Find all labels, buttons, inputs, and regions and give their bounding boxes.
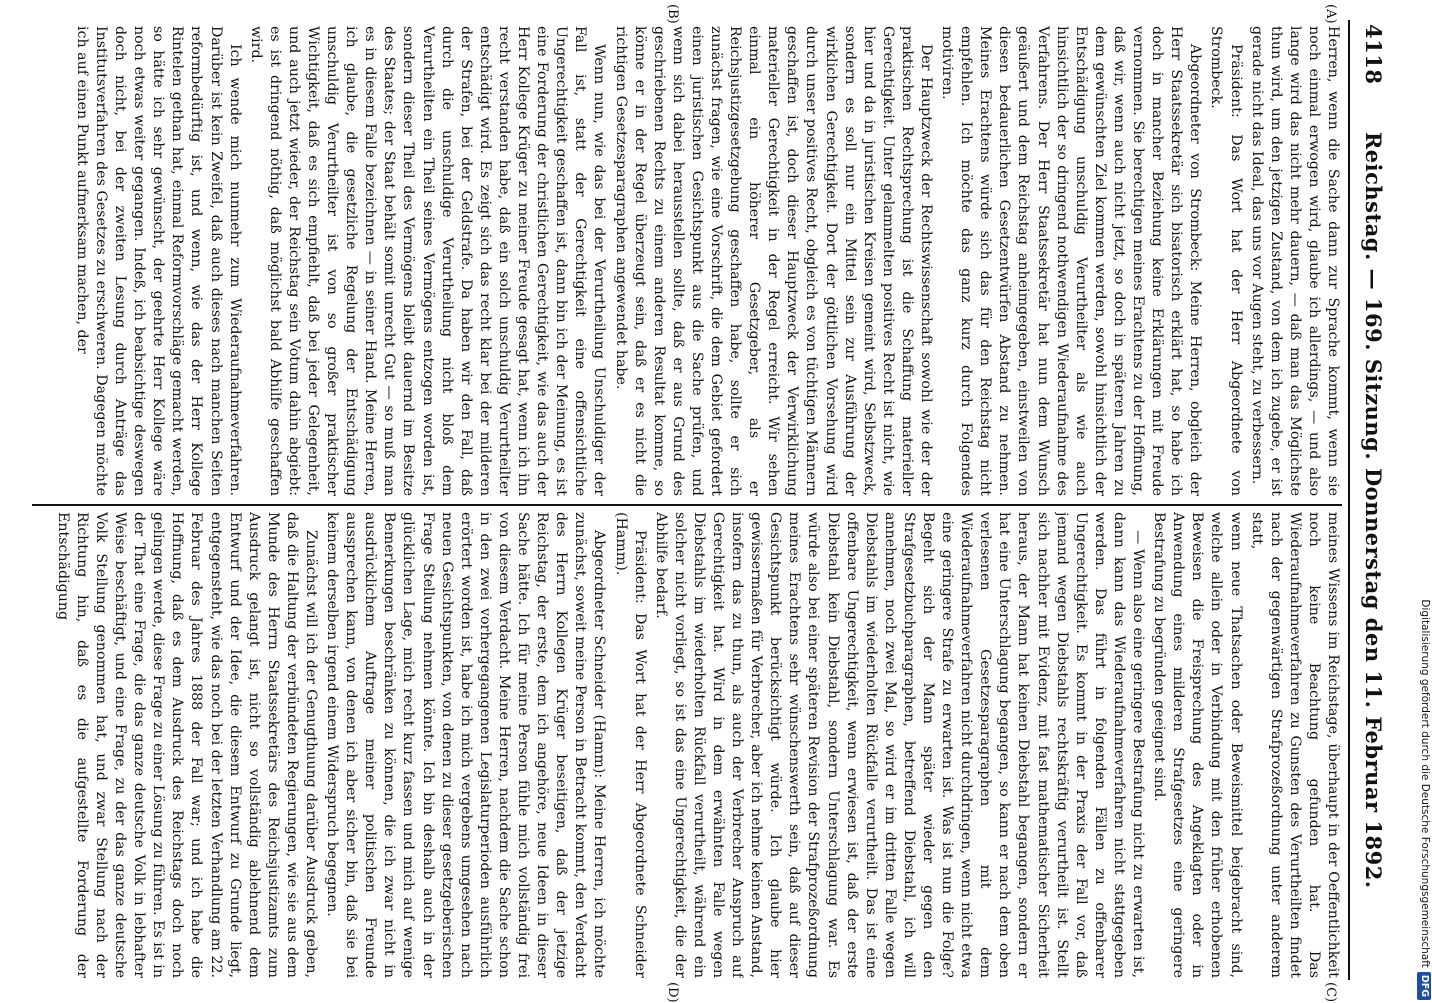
paragraph: Der Hauptzweck der Rechtswissenschaft sowohl wie der der praktischen Rechtsprechung ist die Schaffung materieller Gerechtigkeit. Unter gelammelten positives Recht ist nicht, wie hier und da in juristischen Kreisen gemeint wird, Selbstzweck, sondern es soll nur ein Mittel sein zur Ausführung der wirklichen Gerechtigkeit. Dort der göttlichen Vorsehung wird durch unser positives Recht, obgleich es von tüchtigen Männern geschaffen ist, doch dieser Hauptzweck der Verwirklichung materieller Gerechtigkeit in der Regel erreicht. Wir sehen einmal ein höherer Gesetzgeber, als er Reichsjustizgesetzgebung geschaffen habe, sollte er sich zunächst fragen, wie eine Vorschrift, die dem Gebiet gefordert einen juristischen Gesichtspunkt aus die Sache prüfen, und wenn sich dabei herausstellen sollte, daß er aus Grund des geschriebenen Rechts zu einem anderen Resultat komme, so könne er in der Regel überzeugt sein, daß er es nicht die richtigen Gesetzesparagraphen angewendet habe.	[612, 26, 935, 496]
right-column	[32, 512, 1342, 978]
page-number: 4118	[1361, 24, 1387, 85]
credit-text: Digitalisierung gefördert durch die Deutsche Forschungsgemeinschaft	[1419, 599, 1431, 968]
paragraph-president: Präsident: Das Wort hat der Herr Abgeordnete Schneider (Hamm).	[612, 512, 648, 978]
header-title: Reichstag. — 169. Sitzung. Donnerstag den 11. Februar 1892.	[1361, 131, 1387, 889]
credit-sidebar	[1418, 0, 1432, 1000]
credit-line	[1418, 0, 1432, 1000]
paragraph: Ich wende mich nunmehr zum Wiederaufnahmeverfahren. Darüber ist kein Zweifel, daß auch dieses nach manchen Seiten reformbedürftig ist, und wenn, wie das der Herr Kollege Rintelen gethan hat, einmal Reformvorschläge gemacht werden, so hätte ich sehr gewünscht, der geehrte Herr Kollege wäre noch etwas weiter gegangen. Indeß, ich beabsichtige deswegen doch nicht, bei der zweiten Lesung durch Anträge das Institutsverfahren des Gesetzes zu erschweren. Dagegen möchte ich auf einen Punkt aufmerksam machen, der	[73, 26, 243, 496]
margin-mark-d: (D)	[665, 982, 680, 1003]
margin-mark-a: (A)	[1323, 4, 1338, 24]
paragraph-speech: Abgeordneter von Strombeck: Meine Herren, obgleich der Herr Staatssekretär sich bisatorisch erklärt hat, so habe ich doch in mancher Beziehung keine Erklärungen mit Freude vernommen. Sie berechtigen meines Erachtens zu der Hoffnung, daß wir, wenn auch nicht jetzt, so doch in späteren Jahren zu dem gewünschten Ziel kommen werden, sowohl hinsichtlich der Entschädigung unschuldig Verurtheilter als wie auch hinsichtlich der so dringend nothwendigen Wiederaufnahme des Verfahrens. Der Herr Staatssekretär hat nun dem Wunsch geäußert und dem Reichstag anheimgegeben, einstweilen von diesen bedauerlichen Gesetzentwürfen Abstand zu nehmen. Meines Erachtens würde sich das für den Reichstag nicht empfehlen. Ich möchte das ganz kurz durch Folgendes motiviren.	[939, 26, 1204, 496]
paragraph-speech: Abgeordneter Schneider (Hamm): Meine Herren, ich möchte zunächst, soweit meine Person in Betracht kommt, den Verdacht des Herrn Kollegen Krüger beseitigen, daß der jetzige Reichstag, der erste, dem ich angehöre, neue Ideen in dieser Sache hätte. Ich für meine Person fühle mich vollständig frei von diesem Verdacht. Meine Herren, nachdem die Sache schon in den zwei vorhergegangenen Legislaturperioden ausführlich erörtert worden ist, habe ich mich vergebens umgesehen nach neuen Gesichtspunkten, von denen zu dieser gesetzgeberischen Frage Stellung nehmen könnte. Ich bin deshalb auch in der glücklichen Lage, mich recht kurz fassen und mich auf wenige Bemerkungen beschränken zu können, die ich zwar nicht in ausdrücklichem Auftrage meiner politischen Freunde aussprechen kann, von denen ich aber sicher bin, daß sie bei keinem derselben irgend einem Widerspruch begegnen.	[324, 512, 608, 978]
margin-mark-c: (C)	[1323, 982, 1338, 1003]
paragraph: Zunächst will ich der Genugthuung darüber Ausdruck geben, daß die Haltung der verbündeten Regierungen, wie sie aus dem Munde des Herrn Staatssekretärs des Reichsjustizamts zum Ausdruck gelangt ist, nicht so vollständig ablehnend dem Entwurf und der Idee, die diesem Entwurf zu Grunde liegt, entgegensteht, wie das noch bei der letzten Verhandlung am 22. Februar des Jahres 1888 der Fall war; und ich habe die Hoffnung, daß es dem Ausdruck des Reichstags doch noch gelingen werde, diese Frage zu einer Lösung zu führen. Es ist in der That eine Frage, die das ganze deutsche Volk in lebhafter Weise beschäftigt, und eine Frage, zu der das ganze deutsche Volk Stellung genommen hat, und zwar Stellung nach der Richtung hin, daß es die aufgestellte Forderung der Entschädigung	[54, 512, 320, 978]
paragraph-president: Präsident: Das Wort hat der Herr Abgeordnete von Strombeck.	[1208, 26, 1244, 496]
left-column	[32, 26, 1342, 496]
paragraph: Wenn nun, wie das bei der Verurtheilung Unschuldiger der Fall ist, statt der Gerechtigkeit eine offensichtliche Ungerechtigkeit geschaffen ist, dann bin ich der Meinung, es ist eine Forderung der christlichen Gerechtigkeit, wie das auch der Herr Kollege Krüger zu meiner Freude gesagt hat, wenn ich ihn recht verstanden habe, daß ein solch unschuldig Verurtheilter entschädigt wird. Es zeigt sich das recht klar bei der milderen der Strafen, bei der Geldstrafe. Da haben wir den Fall, daß durch die unschuldige Verurtheilung nicht bloß dem Verurtheilten ein Theil seines Vermögens entzogen worden ist, sondern dieser Theil des Vermögens bleibt dauernd im Besitze des Staates; der Staat behält somit unrecht Gut — so muß man es in diesem Falle bezeichnen — in seiner Hand. Meine Herren, ich glaube, die gesetzliche Regelung der Entschädigung unschuldig Verurtheilter ist von so großer praktischer Wichtigkeit, daß es sich empfiehlt, daß bei jeder Gelegenheit, und auch jetzt wieder, der Reichstag sein Votum dahin abgiebt: es ist dringend nöthig, daß möglichst bald Abhilfe geschaffen wird.	[247, 26, 608, 496]
paragraph: Herren, wenn die Sache dann zur Sprache kommt, wenn sie noch einmal erwogen wird, glaube ich allerdings, — und also lange wird das nicht mehr dauern, — daß man das Möglichste thun wird, um den jetzigen Zustand, von dem ich zugebe, er ist gerade nicht das Ideal, das uns vor Augen steht, zu verbessern.	[1248, 26, 1341, 496]
paragraph-quote: wenn neue Thatsachen oder Beweismittel beigebracht sind, welche allein oder in Verbindung mit den früher erhobenen Beweisen die Freisprechung des Angeklagten oder in Anwendung eines milderen Strafgesetzes eine geringere Bestrafung zu begründen geeignet sind.	[1151, 512, 1244, 978]
column-rule	[32, 504, 1342, 506]
dfg-logo-icon: DFG	[1417, 972, 1431, 1000]
paragraph: meines Wissens im Reichstage, überhaupt in der Oeffentlichkeit noch keine Beachtung gefunden hat. Das Wiederaufnahmeverfahren zu Gunsten des Verurtheilten findet nach der gegenwärtigen Strafprozeßordnung unter anderem statt,	[1248, 512, 1341, 978]
margin-mark-b: (B)	[665, 4, 680, 24]
paragraph: — Wenn also eine geringere Bestrafung nicht zu erwarten ist, dann kann das Wiederaufnahmeverfahren nicht stattgegeben werden. Das führt in folgenden Fällen zu offenbarer Ungerechtigkeit. Es kommt in der Praxis der Fall vor, daß jemand wegen Diebstahls rechtskräftig verurtheilt ist. Stellt sich nachher mit Evidenz, mit fast mathematischer Sicherheit heraus, der Mann hat keinen Diebstahl begangen, sondern er hat eine Unterschlagung begangen, so kann er nach dem oben verlesenen Gesetzesparagraphen mit dem Wiederaufnahmeverfahren nicht durchdringen, wenn nicht etwa eine geringere Strafe zu erwarten ist. Was ist nun die Folge? Begeht sich der Mann später wieder gegen den Strafgesetzbuchparagraphen, betreffend Diebstahl, ich will annehmen, noch zwei Mal, so wird er im dritten Falle wegen Diebstahls im wiederholten Rückfalle verurtheilt. Das ist eine offenbare Ungerechtigkeit, wenn erwiesen ist, daß der erste Diebstahl kein Diebstahl, sondern Unterschlagung war. Es würde also bei einer späteren Revision der Strafprozeßordnung meines Erachtens sehr wünschenswerth sein, daß auf dieser Gesichtspunkt berücksichtigt würde. Ich glaube hier gewissermaßen für Verbrecher, aber ich nehme keinen Anstand, insofern das zu thun, als auch der Verbrecher Anspruch auf Gerechtigkeit hat. Wird in dem erwähnten Falle wegen Diebstahls im wiederholten Rückfall verurtheilt, während ein solcher nicht vorliegt, so ist das eine Ungerechtigkeit, die der Abhilfe bedarf.	[652, 512, 1147, 978]
header-rule	[1348, 20, 1350, 980]
page-header	[1354, 24, 1394, 976]
